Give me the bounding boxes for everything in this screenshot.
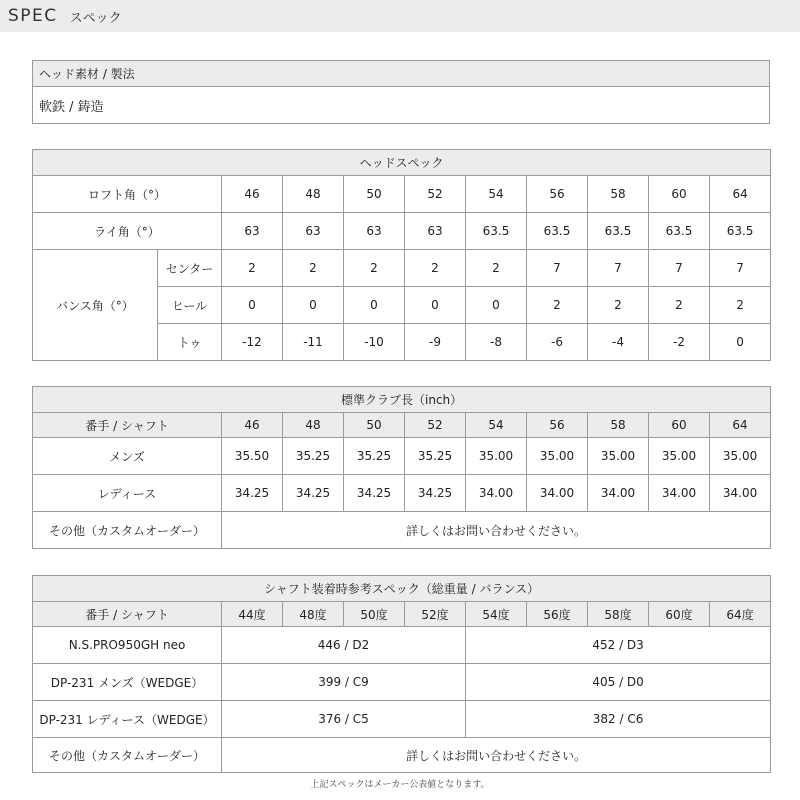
shaft-row <box>33 664 771 701</box>
cell: 63 <box>283 213 344 250</box>
cell: 0 <box>405 287 466 324</box>
header-cell: 58度 <box>588 602 649 627</box>
cell: 7 <box>588 250 649 287</box>
cell: 7 <box>649 250 710 287</box>
cell: 0 <box>283 287 344 324</box>
cell: 54 <box>466 176 527 213</box>
cell: 60 <box>649 176 710 213</box>
cell: 399 / C9 <box>222 664 466 701</box>
footnote: 上記スペックはメーカー公表値となります。 <box>310 780 490 790</box>
page-title: SPEC <box>8 6 58 26</box>
row-label: その他（カスタムオーダー） <box>33 512 222 549</box>
cell: -6 <box>527 324 588 361</box>
cell: 50 <box>344 176 405 213</box>
cell: 0 <box>466 287 527 324</box>
bounce-center-row <box>33 250 771 287</box>
club-length-other-row <box>33 512 771 549</box>
cell: 2 <box>649 287 710 324</box>
cell: 35.00 <box>649 438 710 475</box>
cell: 34.25 <box>405 475 466 512</box>
ladies-row <box>33 475 771 512</box>
cell: 2 <box>222 250 283 287</box>
head-material-value: 軟鉄 / 鋳造 <box>33 87 770 124</box>
cell: 376 / C5 <box>222 701 466 738</box>
cell: -4 <box>588 324 649 361</box>
header-cell: 44度 <box>222 602 283 627</box>
cell: 63 <box>405 213 466 250</box>
row-label: ライ角（°） <box>33 213 222 250</box>
cell: 63.5 <box>466 213 527 250</box>
cell: 446 / D2 <box>222 627 466 664</box>
header-label: 番手 / シャフト <box>33 602 222 627</box>
header-cell: 64 <box>710 413 771 438</box>
cell: 34.00 <box>588 475 649 512</box>
header-cell: 58 <box>588 413 649 438</box>
header-cell: 50度 <box>344 602 405 627</box>
loft-row <box>33 176 771 213</box>
cell: 2 <box>405 250 466 287</box>
cell: 46 <box>222 176 283 213</box>
cell: 2 <box>710 287 771 324</box>
header-cell: 48 <box>283 413 344 438</box>
cell: 34.25 <box>222 475 283 512</box>
cell: -9 <box>405 324 466 361</box>
row-label: DP-231 メンズ（WEDGE） <box>33 664 222 701</box>
other-note: 詳しくはお問い合わせください。 <box>222 512 771 549</box>
club-length-title: 標準クラブ長（inch） <box>33 387 771 413</box>
sub-label: ヒール <box>158 287 222 324</box>
cell: -11 <box>283 324 344 361</box>
header-cell: 48度 <box>283 602 344 627</box>
cell: 34.00 <box>710 475 771 512</box>
row-label: DP-231 レディース（WEDGE） <box>33 701 222 738</box>
cell: 63.5 <box>527 213 588 250</box>
cell: 34.00 <box>527 475 588 512</box>
head-material-table <box>32 60 770 124</box>
sub-label: トゥ <box>158 324 222 361</box>
cell: 34.25 <box>283 475 344 512</box>
cell: 64 <box>710 176 771 213</box>
cell: 0 <box>222 287 283 324</box>
cell: 63.5 <box>588 213 649 250</box>
mens-row <box>33 438 771 475</box>
cell: 35.50 <box>222 438 283 475</box>
cell: 405 / D0 <box>466 664 771 701</box>
cell: 34.00 <box>466 475 527 512</box>
shaft-row <box>33 627 771 664</box>
cell: 2 <box>466 250 527 287</box>
head-spec-table <box>32 149 771 361</box>
cell: 382 / C6 <box>466 701 771 738</box>
cell: 48 <box>283 176 344 213</box>
cell: -10 <box>344 324 405 361</box>
shaft-spec-header-row <box>33 602 771 627</box>
row-label: レディース <box>33 475 222 512</box>
header-cell: 50 <box>344 413 405 438</box>
header-cell: 52 <box>405 413 466 438</box>
cell: 35.25 <box>344 438 405 475</box>
cell: 7 <box>527 250 588 287</box>
header-cell: 64度 <box>710 602 771 627</box>
header-cell: 54度 <box>466 602 527 627</box>
sub-label: センター <box>158 250 222 287</box>
row-label: N.S.PRO950GH neo <box>33 627 222 664</box>
cell: 35.00 <box>710 438 771 475</box>
shaft-spec-table <box>32 575 771 773</box>
cell: 63 <box>344 213 405 250</box>
cell: 2 <box>283 250 344 287</box>
club-length-header-row <box>33 413 771 438</box>
page-subtitle: スペック <box>69 10 122 26</box>
cell: 63.5 <box>649 213 710 250</box>
row-label: バンス角（°） <box>33 250 158 361</box>
row-label: その他（カスタムオーダー） <box>33 738 222 773</box>
cell: 452 / D3 <box>466 627 771 664</box>
cell: 52 <box>405 176 466 213</box>
header-cell: 52度 <box>405 602 466 627</box>
row-label: メンズ <box>33 438 222 475</box>
cell: 35.00 <box>466 438 527 475</box>
header-cell: 46 <box>222 413 283 438</box>
club-length-table <box>32 386 771 549</box>
cell: 58 <box>588 176 649 213</box>
cell: -8 <box>466 324 527 361</box>
header-cell: 60度 <box>649 602 710 627</box>
cell: 63.5 <box>710 213 771 250</box>
header-cell: 56 <box>527 413 588 438</box>
header-cell: 60 <box>649 413 710 438</box>
shaft-spec-other-row <box>33 738 771 773</box>
cell: 34.00 <box>649 475 710 512</box>
cell: 35.00 <box>527 438 588 475</box>
page-header <box>0 0 800 32</box>
cell: 0 <box>710 324 771 361</box>
row-label: ロフト角（°） <box>33 176 222 213</box>
cell: 2 <box>344 250 405 287</box>
cell: 35.00 <box>588 438 649 475</box>
lie-row <box>33 213 771 250</box>
cell: 2 <box>527 287 588 324</box>
shaft-row <box>33 701 771 738</box>
other-note: 詳しくはお問い合わせください。 <box>222 738 771 773</box>
header-cell: 54 <box>466 413 527 438</box>
cell: 2 <box>588 287 649 324</box>
cell: -2 <box>649 324 710 361</box>
head-material-label: ヘッド素材 / 製法 <box>33 61 770 87</box>
cell: 56 <box>527 176 588 213</box>
shaft-spec-title: シャフト装着時参考スペック（総重量 / バランス） <box>33 576 771 602</box>
cell: 63 <box>222 213 283 250</box>
header-label: 番手 / シャフト <box>33 413 222 438</box>
header-cell: 56度 <box>527 602 588 627</box>
cell: 35.25 <box>405 438 466 475</box>
head-spec-title: ヘッドスペック <box>33 150 771 176</box>
cell: 7 <box>710 250 771 287</box>
cell: -12 <box>222 324 283 361</box>
cell: 0 <box>344 287 405 324</box>
cell: 35.25 <box>283 438 344 475</box>
cell: 34.25 <box>344 475 405 512</box>
